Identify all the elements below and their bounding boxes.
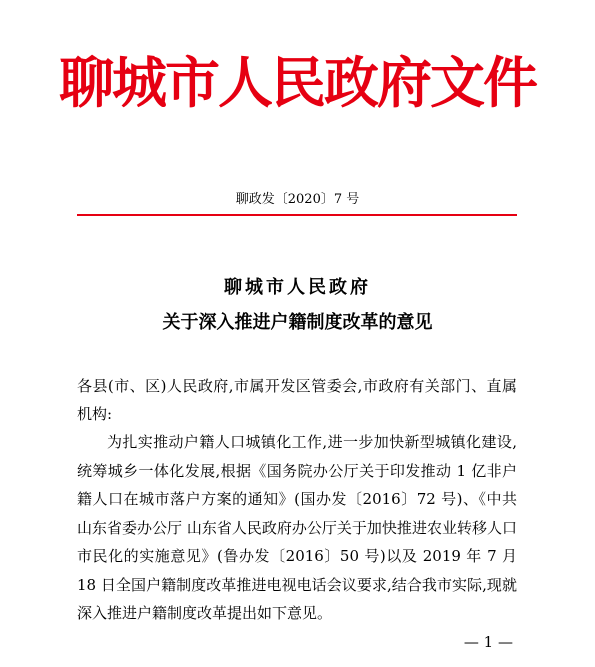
body-paragraph: 为扎实推动户籍人口城镇化工作,进一步加快新型城镇化建设,统筹城乡一体化发展,根据《国务院办公厅关于印发推动 1 亿非户籍人口在城市落户方案的通知》(国办发〔2016〕72 号)、《中共山东省委办公厅 山东省人民政府办公厅关于加快推进农业转移人口市民化的实施意见》(鲁办发〔2016〕50 号)以及 2019 年 7 月 18 日全国户籍制度改革推进电视电话会议要求,结合我市实际,现就深入推进户籍制度改革提出如下意见。	[77, 433, 517, 622]
issuer-masthead: 聊城市人民政府文件	[58, 50, 536, 115]
document-number: 聊政发〔2020〕7 号	[235, 192, 360, 207]
document-title-issuer: 聊城市人民政府	[224, 277, 371, 298]
red-separator-line	[77, 214, 517, 216]
addressee-paragraph: 各县(市、区)人民政府,市属开发区管委会,市政府有关部门、直属机构:	[77, 377, 517, 423]
page-number: — 1 —	[463, 633, 513, 651]
document-title-subject: 关于深入推进户籍制度改革的意见	[162, 312, 433, 333]
